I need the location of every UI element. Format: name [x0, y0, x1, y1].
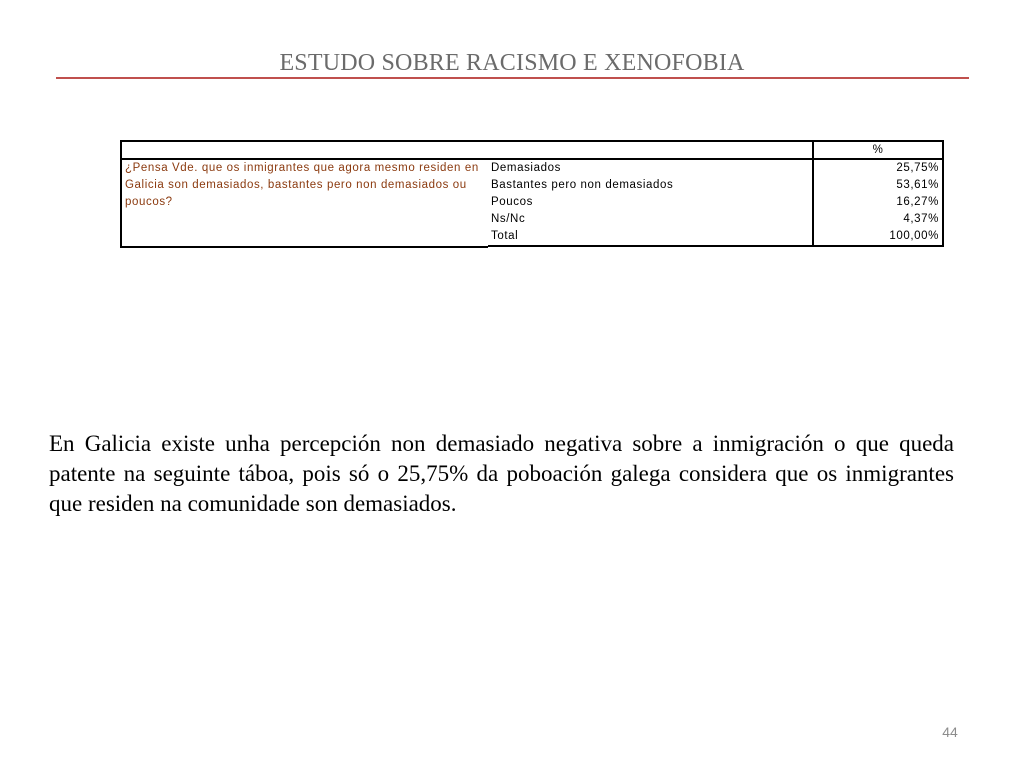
answer-label: Bastantes pero non demasiados: [491, 179, 674, 191]
slide-title: ESTUDO SOBRE RACISMO E XENOFOBIA: [279, 50, 745, 76]
answer-label: Ns/Nc: [491, 213, 526, 225]
title-underline: [56, 77, 969, 79]
answer-percent: 4,37%: [813, 211, 943, 228]
answer-percent: 16,27%: [813, 194, 943, 211]
survey-table: [120, 140, 944, 248]
percent-header: %: [813, 141, 943, 159]
answer-percent: 100,00%: [813, 228, 943, 246]
page-number: 44: [942, 724, 958, 740]
answer-label: Demasiados: [491, 162, 561, 174]
question-cell: ¿Pensa Vde. que os inmigrantes que agora mesmo residen en Galicia son demasiados, bastantes pero non demasiados ou poucos?: [121, 159, 488, 246]
answer-label: Total: [488, 228, 813, 246]
table-row: [121, 159, 943, 177]
answer-label: Poucos: [491, 196, 533, 208]
table-header-row: [121, 141, 943, 159]
answer-percent: 53,61%: [813, 177, 943, 194]
answer-percent: 25,75%: [813, 159, 943, 177]
summary-paragraph: En Galicia existe unha percepción non demasiado negativa sobre a inmigración o que queda patente na seguinte táboa, pois só o 25,75% da poboación galega considera que os inmigrantes que residen na comunidade son demasiados.: [49, 431, 954, 516]
